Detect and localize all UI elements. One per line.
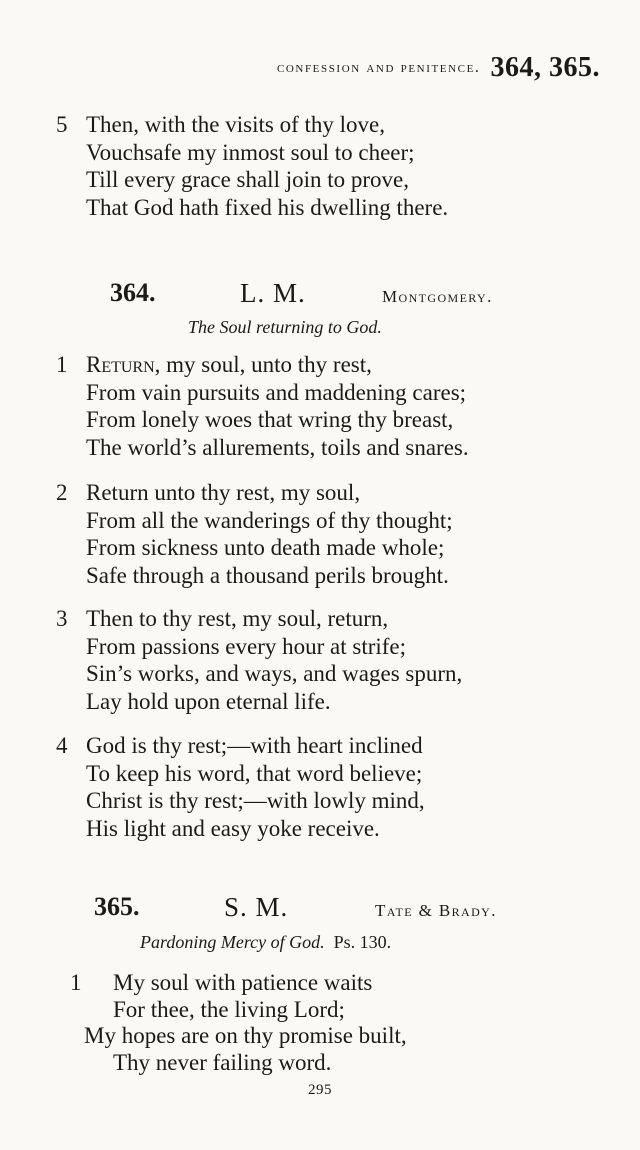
hymn-364-verse-4 xyxy=(56,732,425,842)
verse-line: For thee, the living Lord; xyxy=(113,996,345,1022)
verse-line: To keep his word, that word believe; xyxy=(86,760,423,786)
hymn-365-heading xyxy=(0,892,640,926)
carryover-verse xyxy=(56,111,448,221)
verse-number: 4 xyxy=(56,733,68,758)
verse-line: From passions every hour at strife; xyxy=(86,633,407,659)
verse-line: That God hath fixed his dwelling there. xyxy=(86,194,449,220)
verse-line: 3 Then to thy rest, my soul, return, xyxy=(56,606,389,631)
verse-line: 1 Return, my soul, unto thy rest, xyxy=(56,352,372,377)
verse-line: The world’s allurements, toils and snares. xyxy=(86,434,469,460)
hymn-number: 364. xyxy=(110,278,156,307)
psalm-reference: Ps. 130. xyxy=(333,932,392,952)
verse-number: 3 xyxy=(56,606,68,631)
hymn-365-title: Pardoning Mercy of God. Ps. 130. xyxy=(140,932,392,952)
hymn-meter: L. M. xyxy=(240,278,306,308)
running-header xyxy=(0,52,600,84)
verse-line: Lay hold upon eternal life. xyxy=(86,688,331,714)
verse-line: 4 God is thy rest;—with heart inclined xyxy=(56,733,423,758)
verse-line: Till every grace shall join to prove, xyxy=(86,167,409,192)
verse-number: 1 xyxy=(56,352,68,377)
small-caps-opening: Return xyxy=(86,352,155,377)
hymn-author: Montgomery. xyxy=(382,287,493,306)
hymn-364-verse-1 xyxy=(56,351,469,461)
page-number: 295 xyxy=(308,1082,332,1098)
verse-line: From lonely woes that wring thy breast, xyxy=(86,407,454,432)
hymn-364-verse-2 xyxy=(56,479,453,589)
running-title: confession and penitence. xyxy=(276,59,481,76)
verse-line: 1 My soul with patience waits xyxy=(70,970,373,995)
header-hymn-numbers: 364, 365. xyxy=(490,52,600,83)
verse-number: 1 xyxy=(70,970,82,995)
verse-line: My hopes are on thy promise built, xyxy=(84,1023,407,1048)
verse-line: 5 Then, with the visits of thy love, xyxy=(56,112,385,137)
verse-line: Christ is thy rest;—with lowly mind, xyxy=(86,788,425,813)
verse-line: Sin’s works, and ways, and wages spurn, xyxy=(86,661,463,686)
verse-line: From all the wanderings of thy thought; xyxy=(86,507,453,533)
verse-line: From vain pursuits and maddening cares; xyxy=(86,379,467,405)
verse-line: Vouchsafe my inmost soul to cheer; xyxy=(86,139,415,165)
hymn-number: 365. xyxy=(94,892,140,921)
verse-line: Safe through a thousand perils brought. xyxy=(86,562,449,588)
verse-line: From sickness unto death made whole; xyxy=(86,535,445,560)
hymn-364-title: The Soul returning to God. xyxy=(188,317,382,337)
verse-line: His light and easy yoke receive. xyxy=(86,815,380,841)
verse-line: Thy never failing word. xyxy=(113,1049,332,1075)
hymn-365-verse-1 xyxy=(70,970,407,1076)
verse-number: 5 xyxy=(56,112,68,137)
hymn-364-heading xyxy=(0,278,640,312)
hymn-author: Tate & Brady. xyxy=(375,901,497,920)
small-caps-opening: My xyxy=(113,970,145,995)
verse-number: 2 xyxy=(56,480,68,505)
verse-line: 2 Return unto thy rest, my soul, xyxy=(56,480,361,505)
hymn-meter: S. M. xyxy=(224,892,289,922)
hymn-364-verse-3 xyxy=(56,605,462,715)
